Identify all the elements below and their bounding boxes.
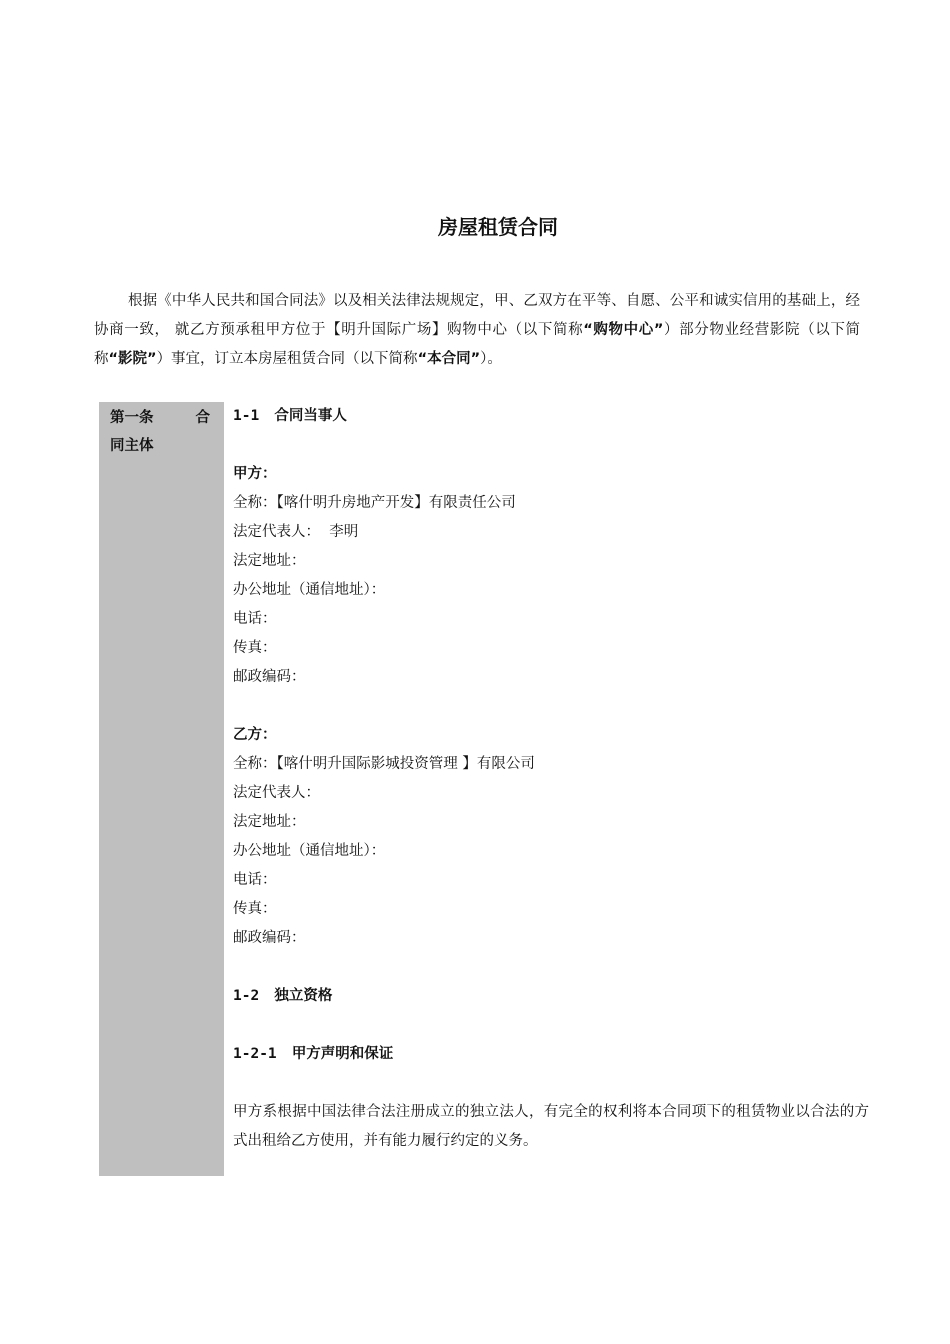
party-b-phone: 电话：: [233, 872, 277, 888]
document-title: 房屋租赁合同: [438, 215, 558, 239]
spacer: [233, 692, 869, 721]
section-heading-1-2-1: 1-2-1 甲方声明和保证: [233, 1046, 394, 1062]
party-b-legal-address: 法定地址：: [233, 814, 306, 830]
intro-text-3: ）事宜，订立本房屋租赁合同（以下简称: [156, 351, 418, 367]
section-heading-1-2: 1-2 独立资格: [233, 988, 333, 1004]
spacer: [233, 1069, 869, 1098]
article-label-part: 合: [195, 410, 210, 426]
section-heading-1-1: 1-1 合同当事人: [233, 408, 347, 424]
party-b-rep: 法定代表人：: [233, 785, 320, 801]
party-a-office-address: 办公地址（通信地址）：: [233, 582, 386, 598]
party-b-postcode: 邮政编码：: [233, 930, 306, 946]
article-content: [233, 402, 869, 1156]
party-b-fullname: 全称：【喀什明升国际影城投资管理 】有限公司: [233, 756, 535, 772]
party-a-postcode: 邮政编码：: [233, 669, 306, 685]
spacer: [233, 1011, 869, 1040]
article-label-number: 第一条: [110, 410, 154, 426]
intro-text-2: ）部分物业经营影院（以下简称: [94, 322, 861, 367]
party-b-heading: 乙方：: [233, 727, 277, 743]
article-label: [110, 404, 210, 460]
intro-term-shopping-center: “购物中心”: [583, 322, 664, 338]
party-a-legal-address: 法定地址：: [233, 553, 306, 569]
article-sidebar: [99, 402, 224, 1176]
intro-term-cinema: “影院”: [108, 351, 157, 367]
party-a-rep: 法定代表人： 李明: [233, 524, 359, 540]
party-a-phone: 电话：: [233, 611, 277, 627]
party-a-heading: 甲方：: [233, 466, 277, 482]
intro-text-4: ）。: [480, 351, 502, 367]
party-b-office-address: 办公地址（通信地址）：: [233, 843, 386, 859]
intro-paragraph: [94, 287, 860, 374]
spacer: [233, 953, 869, 982]
intro-text-1: 根据《中华人民共和国合同法》以及相关法律法规规定，甲、乙双方在平等、自愿、公平和诚实信用的基础上，经协商一致， 就乙方预承租甲方位于【明升国际广场】购物中心（以下简称: [94, 293, 860, 338]
party-a-fax: 传真：: [233, 640, 277, 656]
section-1-2-1-body: 甲方系根据中国法律合法注册成立的独立法人，有完全的权利将本合同项下的租赁物业以合法的方式出租给乙方使用，并有能力履行约定的义务。: [233, 1104, 869, 1149]
party-b-fax: 传真：: [233, 901, 277, 917]
spacer: [233, 431, 869, 460]
party-a-fullname: 全称：【喀什明升房地产开发】有限责任公司: [233, 495, 516, 511]
article-label-rest: 同主体: [110, 438, 154, 454]
intro-term-contract: “本合同”: [417, 351, 481, 367]
